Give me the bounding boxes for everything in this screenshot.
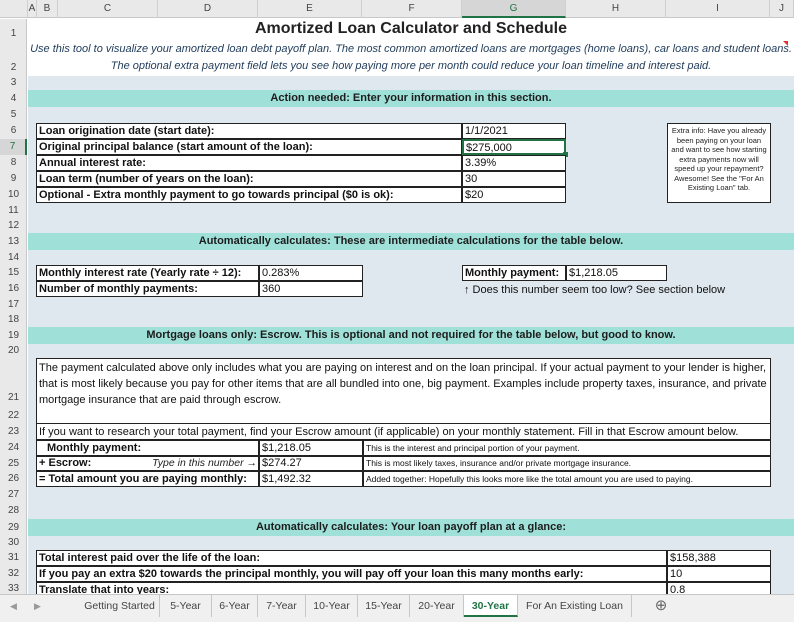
input-label: Original principal balance (start amount of the loan): <box>36 139 462 155</box>
row-header[interactable]: 30 <box>7 537 20 548</box>
escrow-note-monthly-payment: This is the interest and principal portion of your payment. <box>363 440 771 456</box>
input-label: Annual interest rate: <box>36 155 462 171</box>
row-header[interactable]: 26 <box>7 473 20 484</box>
row-header[interactable]: 21 <box>7 392 20 403</box>
column-header[interactable]: D <box>158 0 258 18</box>
column-header-selected[interactable]: G <box>462 0 566 18</box>
row-header[interactable]: 4 <box>10 93 17 104</box>
escrow-label-escrow: + Escrow: <box>36 456 259 471</box>
monthly-payment-label: Monthly payment: <box>462 265 566 281</box>
intro-line-1: Use this tool to visualize your amortized loan debt payoff plan. The most common amortized loans are mortgages (home loans), car loans and student loans. <box>30 43 792 55</box>
column-header[interactable]: F <box>362 0 462 18</box>
column-header[interactable]: H <box>566 0 666 18</box>
escrow-value-total[interactable]: $1,492.32 <box>259 471 363 487</box>
num-payments-label: Number of monthly payments: <box>36 281 259 297</box>
num-payments-value[interactable]: 360 <box>259 281 363 297</box>
too-low-note: ↑ Does this number seem too low? See section below <box>464 284 726 296</box>
escrow-note-escrow: This is most likely taxes, insurance and/or private mortgage insurance. <box>363 456 771 471</box>
row-header[interactable]: 29 <box>7 522 20 533</box>
input-extra-payment[interactable]: $20 <box>462 187 566 203</box>
column-header-bar <box>0 0 794 18</box>
row-header[interactable]: 9 <box>10 173 17 184</box>
row-header[interactable]: 25 <box>7 458 20 469</box>
row-header[interactable]: 33 <box>7 583 20 594</box>
payoff-value-years[interactable]: 0.8 <box>667 582 771 594</box>
sheet-tab-15-year[interactable]: 15-Year <box>358 595 410 617</box>
escrow-paragraph-1: The payment calculated above only includes what you are paying on interest and on the loan principal. If your actual payment to your lender is higher, that is most likely because you pay for other items that are all bundled into one, big payment. Examples include property taxes, insurance, and private mortgage insurance that are paid through escrow. <box>39 362 767 406</box>
row-header[interactable]: 16 <box>7 283 20 294</box>
sheet-tab-30-year[interactable]: 30-Year <box>464 595 518 617</box>
monthly-rate-label: Monthly interest rate (Yearly rate ÷ 12): <box>36 265 259 281</box>
row-header[interactable]: 19 <box>7 330 20 341</box>
sheet-tab-bar <box>0 594 794 622</box>
sheet-tab-5-year[interactable]: 5-Year <box>160 595 212 617</box>
escrow-label-total: = Total amount you are paying monthly: <box>36 471 259 487</box>
row-header[interactable]: 31 <box>7 552 20 563</box>
payoff-label-years: Translate that into years: <box>36 582 667 594</box>
input-principal-balance[interactable]: $275,000 <box>462 139 566 155</box>
payoff-value-months-early[interactable]: 10 <box>667 566 771 582</box>
row-header[interactable]: 23 <box>7 426 20 437</box>
column-header[interactable]: C <box>58 0 158 18</box>
escrow-note-total: Added together: Hopefully this looks more like the total amount you are used to paying. <box>363 471 771 487</box>
row-header[interactable]: 22 <box>7 410 20 421</box>
escrow-input-escrow[interactable]: $274.27 <box>259 456 363 471</box>
section-header-action: Action needed: Enter your information in this section. <box>28 90 794 107</box>
escrow-label-monthly-payment: Monthly payment: <box>36 440 259 456</box>
input-label: Loan origination date (start date): <box>36 123 462 139</box>
row-header[interactable]: 27 <box>7 489 20 500</box>
intro-line-2: The optional extra payment field lets you see how paying more per month could reduce your loan timeline and interest paid. <box>110 60 712 72</box>
row-header[interactable]: 3 <box>10 77 17 88</box>
payoff-label-total-interest: Total interest paid over the life of the loan: <box>36 550 667 566</box>
section-header-intermediate: Automatically calculates: These are intermediate calculations for the table below. <box>28 233 794 250</box>
sheet-tab-20-year[interactable]: 20-Year <box>410 595 464 617</box>
row-header[interactable]: 2 <box>10 62 17 73</box>
worksheet[interactable] <box>28 19 794 594</box>
row-header[interactable]: 12 <box>7 220 20 231</box>
select-all-corner[interactable] <box>0 0 28 18</box>
row-header[interactable]: 6 <box>10 125 17 136</box>
monthly-payment-value[interactable]: $1,218.05 <box>566 265 667 281</box>
monthly-rate-value[interactable]: 0.283% <box>259 265 363 281</box>
row-header-selected[interactable]: 7 <box>0 139 27 155</box>
input-label: Optional - Extra monthly payment to go towards principal ($0 is ok): <box>36 187 462 203</box>
payoff-value-total-interest[interactable]: $158,388 <box>667 550 771 566</box>
tab-scroll-left-icon[interactable]: ◀ <box>10 601 17 611</box>
input-interest-rate[interactable]: 3.39% <box>462 155 566 171</box>
row-header[interactable]: 13 <box>7 236 20 247</box>
row-header[interactable]: 11 <box>8 205 19 216</box>
sheet-tab-existing-loan[interactable]: For An Existing Loan <box>518 595 632 617</box>
column-header[interactable]: B <box>37 0 58 18</box>
column-header[interactable]: I <box>666 0 770 18</box>
section-header-payoff: Automatically calculates: Your loan payoff plan at a glance: <box>28 519 794 536</box>
sheet-tab-6-year[interactable]: 6-Year <box>212 595 258 617</box>
tab-scroll-right-icon[interactable]: ▶ <box>34 601 41 611</box>
sheet-tab-7-year[interactable]: 7-Year <box>258 595 306 617</box>
extra-info-note: Extra info: Have you already been paying on your loan and want to see how starting extra payments now will speed up your repayment? Awesome! See the "For An Existing Loan" tab. <box>667 123 771 203</box>
add-sheet-icon[interactable]: ⊕ <box>654 597 668 614</box>
payoff-label-months-early: If you pay an extra $20 towards the principal monthly, you will pay off your loan this many months early: <box>36 566 667 582</box>
sheet-tab-getting-started[interactable]: Getting Started <box>80 595 160 617</box>
escrow-value-monthly-payment[interactable]: $1,218.05 <box>259 440 363 456</box>
comment-indicator-icon[interactable] <box>783 41 788 46</box>
row-header[interactable]: 20 <box>7 345 20 356</box>
row-header[interactable]: 32 <box>7 568 20 579</box>
input-start-date[interactable]: 1/1/2021 <box>462 123 566 139</box>
row-header[interactable]: 14 <box>7 252 20 263</box>
sheet-tab-10-year[interactable]: 10-Year <box>306 595 358 617</box>
row-header[interactable]: 15 <box>7 267 20 278</box>
input-label: Loan term (number of years on the loan): <box>36 171 462 187</box>
input-loan-term[interactable]: 30 <box>462 171 566 187</box>
row-header[interactable]: 1 <box>10 28 17 39</box>
row-header[interactable]: 24 <box>7 442 20 453</box>
row-header[interactable]: 18 <box>7 314 20 325</box>
column-header[interactable]: A <box>28 0 37 18</box>
escrow-paragraph-2: If you want to research your total payment, find your Escrow amount (if applicable) on your monthly statement. Fill in that Escrow amount below. <box>39 426 739 438</box>
section-header-escrow: Mortgage loans only: Escrow. This is optional and not required for the table below, but good to know. <box>28 327 794 344</box>
row-header-bar <box>0 19 27 594</box>
escrow-type-hint: Type in this number → <box>152 457 257 469</box>
page-title: Amortized Loan Calculator and Schedule <box>254 20 568 37</box>
row-header[interactable]: 8 <box>10 157 17 168</box>
row-header[interactable]: 28 <box>7 505 20 516</box>
row-header[interactable]: 5 <box>10 109 17 120</box>
column-header[interactable]: E <box>258 0 362 18</box>
column-header[interactable]: J <box>770 0 794 18</box>
row-header[interactable]: 17 <box>7 299 20 310</box>
row-header[interactable]: 10 <box>7 189 20 200</box>
